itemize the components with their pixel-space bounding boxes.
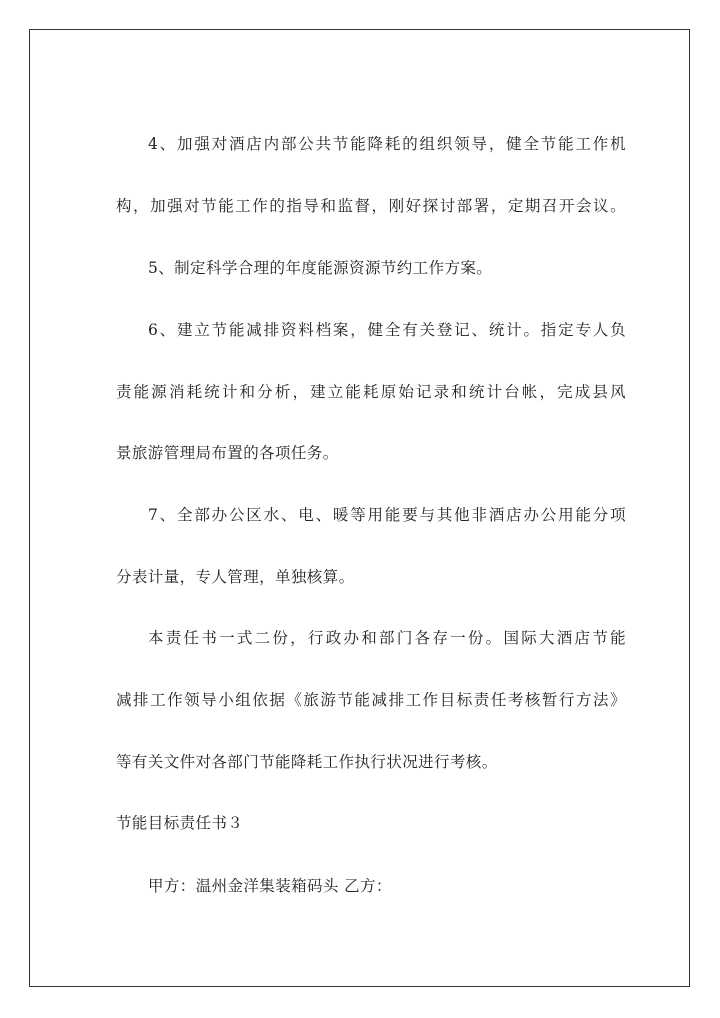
paragraph-6-line-2: 责能源消耗统计和分析，建立能耗原始记录和统计台帐，完成县风 bbox=[116, 383, 626, 401]
paragraph-7-line-2: 分表计量，专人管理，单独核算。 bbox=[116, 568, 355, 586]
paragraph-5-line-1: 5、制定科学合理的年度能源资源节约工作方案。 bbox=[148, 259, 493, 277]
section-heading: 节能目标责任书３ bbox=[116, 814, 244, 832]
paragraph-4-line-2: 构，加强对节能工作的指导和监督，刚好探讨部署，定期召开会议。 bbox=[116, 197, 626, 215]
parties-line: 甲方：温州金洋集装箱码头 乙方： bbox=[148, 877, 392, 895]
closing-paragraph-line-3: 等有关文件对各部门节能降耗工作执行状况进行考核。 bbox=[116, 753, 498, 771]
paragraph-7-line-1: 7、全部办公区水、电、暖等用能要与其他非酒店办公用能分项 bbox=[148, 506, 626, 524]
paragraph-4-line-1: 4、加强对酒店内部公共节能降耗的组织领导，健全节能工作机 bbox=[148, 135, 626, 153]
paragraph-6-line-1: 6、建立节能减排资料档案，健全有关登记、统计。指定专人负 bbox=[148, 321, 626, 339]
closing-paragraph-line-1: 本责任书一式二份，行政办和部门各存一份。国际大酒店节能 bbox=[148, 629, 626, 647]
paragraph-6-line-3: 景旅游管理局布置的各项任务。 bbox=[116, 444, 339, 462]
closing-paragraph-line-2: 减排工作领导小组依据《旅游节能减排工作目标责任考核暂行方法》 bbox=[116, 691, 626, 709]
